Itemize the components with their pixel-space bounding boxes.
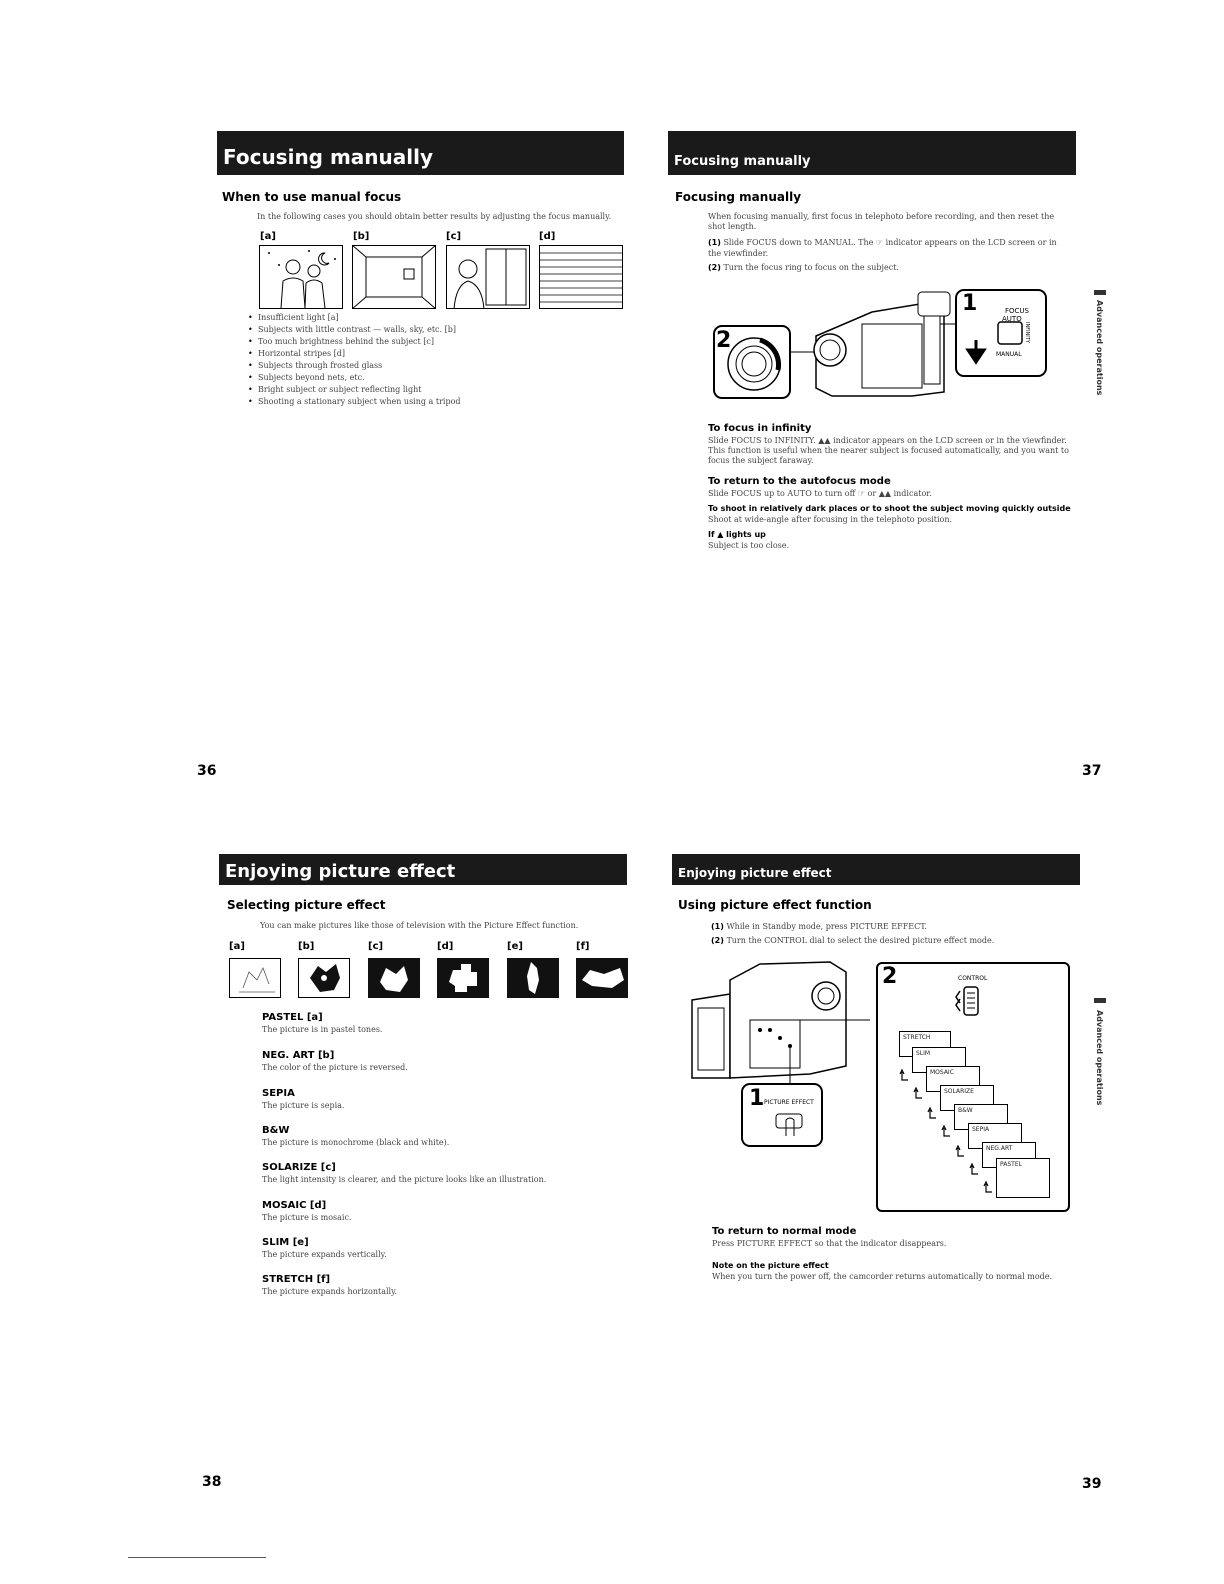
picture-effect-camcorder-illustration (690, 960, 870, 1154)
picture-effect-button-label: PICTURE EFFECT (764, 1099, 814, 1106)
effect-label-a: [a] (229, 941, 245, 952)
illustration-horizontal-stripes (539, 245, 623, 309)
menu-item-label: STRETCH (903, 1034, 931, 1041)
lights-up-text: Subject is too close. (708, 541, 790, 550)
menu-item-label: MOSAIC (930, 1069, 954, 1076)
page-number-38: 38 (202, 1474, 222, 1490)
side-tab-advanced-operations: Advanced operations (1095, 300, 1104, 396)
step-number: (2) (711, 936, 724, 945)
page39-step-1 (711, 921, 1071, 932)
list-item: • Bright subject or subject reflecting light (248, 384, 461, 396)
illustration-low-light (259, 245, 343, 309)
effect-label-b: [b] (298, 941, 315, 952)
callout-2-number: 2 (716, 328, 732, 353)
dark-places-title: To shoot in relatively dark places or to shoot the subject moving quickly outside (708, 504, 1071, 513)
effect-desc: The light intensity is clearer, and the picture looks like an illustration. (262, 1175, 547, 1184)
effect-name: SLIM [e] (262, 1237, 309, 1248)
effect-name: B&W (262, 1125, 290, 1136)
manual-focus-cases-list (248, 312, 461, 408)
page39-section-title: Using picture effect function (678, 898, 872, 912)
page37-section-title: Focusing manually (675, 190, 802, 204)
list-item: • Subjects through frosted glass (248, 360, 461, 372)
list-item: • Shooting a stationary subject when using a tripod (248, 396, 461, 408)
page38-banner (219, 854, 627, 885)
list-item: • Too much brightness behind the subject [c] (248, 336, 461, 348)
side-tab-advanced-operations: Advanced operations (1095, 1010, 1104, 1106)
list-item: • Insufficient light [a] (248, 312, 461, 324)
page36-banner-title: Focusing manually (223, 145, 434, 169)
effect-label-d: [d] (437, 941, 454, 952)
focus-infinity-title: To focus in infinity (708, 423, 812, 434)
menu-item-label: NEG.ART (986, 1145, 1013, 1152)
autofocus-title: To return to the autofocus mode (708, 476, 891, 487)
page39-banner-title: Enjoying picture effect (678, 866, 832, 880)
list-item: • Horizontal stripes [d] (248, 348, 461, 360)
page36-section-title: When to use manual focus (222, 190, 402, 204)
page38-intro: You can make pictures like those of television with the Picture Effect function. (260, 921, 579, 930)
menu-step-arrows (898, 1066, 998, 1196)
illustration-backlight (446, 245, 530, 309)
effect-name: PASTEL [a] (262, 1012, 323, 1023)
effect-name: SEPIA (262, 1088, 295, 1099)
callout-2-number: 2 (882, 964, 898, 989)
page38-banner-title: Enjoying picture effect (225, 861, 456, 882)
page37-step-2 (708, 262, 1070, 273)
footer-link-underline (128, 1557, 266, 1558)
page39-banner (672, 854, 1080, 885)
lights-up-title: If ▲ lights up (708, 530, 766, 539)
effect-label-e: [e] (507, 941, 523, 952)
effect-desc: The picture expands vertically. (262, 1250, 387, 1259)
list-item: • Subjects beyond nets, etc. (248, 372, 461, 384)
effect-thumb-neg-art (298, 958, 350, 998)
fig-label-c: [c] (446, 231, 462, 242)
normal-mode-text: Press PICTURE EFFECT so that the indicator disappears. (712, 1239, 947, 1248)
effect-desc: The picture is sepia. (262, 1101, 345, 1110)
step-text: Turn the focus ring to focus on the subject. (723, 263, 899, 272)
effect-thumb-solarize (368, 958, 420, 998)
effect-name: STRETCH [f] (262, 1274, 331, 1285)
step-number: (1) (711, 922, 724, 931)
effect-name: SOLARIZE [c] (262, 1162, 336, 1173)
page37-intro: When focusing manually, first focus in telephoto before recording, and then reset the shot length. (708, 212, 1055, 231)
step-text: While in Standby mode, press PICTURE EFFECT. (726, 922, 927, 931)
menu-item-label: SLIM (916, 1050, 931, 1057)
effect-thumb-stretch (576, 958, 628, 998)
effect-desc: The picture is monochrome (black and white). (262, 1138, 450, 1147)
effect-thumb-pastel (229, 958, 281, 998)
dark-places-text: Shoot at wide-angle after focusing in the telephoto position. (708, 515, 953, 524)
illustration-low-contrast (352, 245, 436, 309)
effect-desc: The picture expands horizontally. (262, 1287, 398, 1296)
page36-banner (217, 131, 624, 175)
menu-item-label: B&W (958, 1107, 973, 1114)
effect-thumb-mosaic (437, 958, 489, 998)
effect-desc: The picture is mosaic. (262, 1213, 352, 1222)
focus-infinity-text: Slide FOCUS to INFINITY. ▲▲ indicator appears on the LCD screen or in the viewfinder. This function is useful when the nearer subject is focused automatically, and you want to focus the subject faraway. (708, 436, 1069, 465)
page37-step-1 (708, 237, 1070, 259)
effect-desc: The color of the picture is reversed. (262, 1063, 408, 1072)
fig-label-d: [d] (539, 231, 556, 242)
autofocus-text: Slide FOCUS up to AUTO to turn off ☞ or ▲▲ indicator. (708, 489, 932, 498)
control-dial-icon (954, 985, 984, 1017)
callout-1-number: 1 (962, 291, 978, 316)
menu-item-pastel (996, 1158, 1050, 1198)
fig-label-a: [a] (260, 231, 276, 242)
effect-name: NEG. ART [b] (262, 1050, 335, 1061)
side-tab-marker (1094, 998, 1106, 1003)
page38-section-title: Selecting picture effect (227, 898, 386, 912)
effect-name: MOSAIC [d] (262, 1200, 327, 1211)
page36-intro: In the following cases you should obtain better results by adjusting the focus manually. (257, 212, 612, 221)
page-number-36: 36 (197, 763, 217, 779)
menu-item-label: SEPIA (972, 1126, 990, 1133)
effect-label-c: [c] (368, 941, 384, 952)
note-text: When you turn the power off, the camcorder returns automatically to normal mode. (712, 1272, 1053, 1281)
step-text: Slide FOCUS down to MANUAL. The ☞ indicator appears on the LCD screen or in the viewfinder. (708, 238, 1057, 258)
page37-banner (668, 131, 1076, 175)
side-tab-marker (1094, 290, 1106, 295)
effect-thumb-slim (507, 958, 559, 998)
page37-banner-title: Focusing manually (674, 154, 811, 169)
fig-label-b: [b] (353, 231, 370, 242)
focus-camcorder-illustration (712, 284, 1052, 406)
callout-1-number: 1 (749, 1086, 765, 1111)
note-title: Note on the picture effect (712, 1261, 829, 1270)
menu-item-label: PASTEL (1000, 1161, 1022, 1168)
page-number-37: 37 (1082, 763, 1102, 779)
control-dial-label: CONTROL (958, 975, 988, 982)
effect-desc: The picture is in pastel tones. (262, 1025, 383, 1034)
manual-position-label: MANUAL (996, 351, 1022, 358)
infinity-position-label: INFINITY (1024, 322, 1030, 343)
page-number-39: 39 (1082, 1476, 1102, 1492)
list-item: • Subjects with little contrast — walls, sky, etc. [b] (248, 324, 461, 336)
menu-item-label: SOLARIZE (944, 1088, 974, 1095)
step-number: (1) (708, 238, 721, 247)
effect-label-f: [f] (576, 941, 590, 952)
normal-mode-title: To return to normal mode (712, 1226, 857, 1237)
focus-switch-label: FOCUS (1005, 307, 1029, 315)
page39-step-2 (711, 935, 1071, 946)
step-number: (2) (708, 263, 721, 272)
auto-position-label: AUTO (1002, 315, 1022, 323)
step-text: Turn the CONTROL dial to select the desired picture effect mode. (726, 936, 995, 945)
